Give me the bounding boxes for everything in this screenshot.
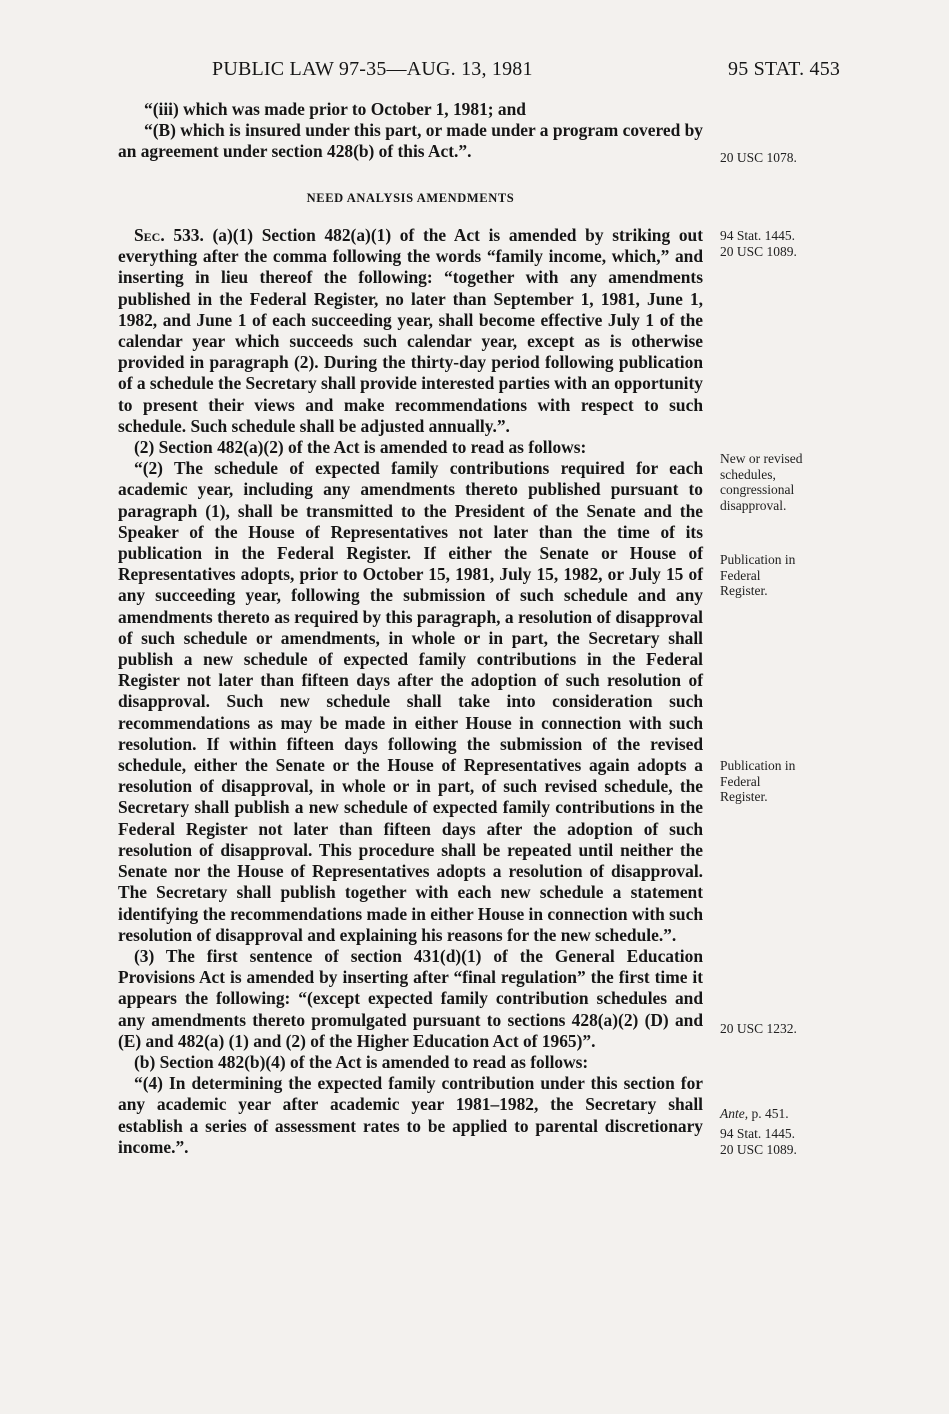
margin-note-publication-2: Publication in Federal Register. <box>720 758 796 804</box>
paragraph-2-intro: (2) Section 482(a)(2) of the Act is amended to read as follows: <box>134 437 587 458</box>
paragraph-b-body: “(4) In determining the expected family contribution under this section for any academic year after academic year 1981–1982, the Secretary shall establish a series of assessment rates to be applied to parental discretionary income.”. <box>118 1073 703 1157</box>
sec-text: 533. (a)(1) Section 482(a)(1) of the Act is amended by striking out everything after the comma following the words “family income, which,” and inserting in lieu thereof the following: “together with any amendments published in the Federal Register, no later than September 1, 1981, June 1, 1982, and June 1 of each succeeding year, shall become effective July 1 of the calendar year which succeeds such calendar year, except as is otherwise provided in paragraph (2). During the thirty-day period following publication of a schedule the Secretary shall provide interested parties with an opportunity to present their views and make recommendations with respect to such schedule. Such schedule shall be adjusted annually.”. <box>118 225 703 436</box>
section-533-body <box>118 225 703 1158</box>
margin-note-usc-1232: 20 USC 1232. <box>720 1021 797 1036</box>
ante-italic: Ante, <box>720 1106 749 1121</box>
running-header-title: PUBLIC LAW 97-35—AUG. 13, 1981 <box>212 58 533 80</box>
paragraph-2-body: “(2) The schedule of expected family contributions required for each academic year, including any amendments thereto published pursuant to paragraph (1), shall be transmitted to the President of the Senate and the Speaker of the House of Representatives not later than the time of its publication in the Federal Register. If either the Senate or House of Representatives adopts, prior to October 15, 1981, July 15, 1982, or July 15 of any succeeding year, following the submission of such schedule and any amendments thereto as required by this paragraph, a resolution of disapproval of such schedule or amendments, in whole or in part, the Secretary shall publish a new schedule of expected family contributions in the Federal Register not later than fifteen days after the adoption of such resolution of disapproval. Such new schedule shall take into consideration such recommendations as may be made in either House in connection with such resolution. If within fifteen days following the submission of the revised schedule, either the Senate or the House of Representatives again adopts a resolution of disapproval, in whole or in part, of such revised schedule, the Secretary shall publish a new schedule of expected family contributions in the Federal Register not later than fifteen days after the adoption of such resolution of disapproval. This procedure shall be repeated until neither the Senate nor the House of Representatives adopts a resolution of disapproval. The Secretary shall publish together with each new schedule a statement identifying the recommendations made in either House in connection with such resolution of disapproval and explaining his reasons for the new schedule.”. <box>118 458 703 945</box>
margin-note-ante: Ante, p. 451. <box>720 1106 789 1121</box>
running-header-page-ref: 95 STAT. 453 <box>728 58 841 80</box>
margin-note-publication-1: Publication in Federal Register. <box>720 552 796 598</box>
section-heading: NEED ANALYSIS AMENDMENTS <box>306 191 515 205</box>
paragraph-3: (3) The first sentence of section 431(d)(1) of the General Education Provisions Act is amended by inserting after “final regulation” the first time it appears the following: “(except expected family contribution schedules and any amendments thereto promulgated pursuant to sections 428(a)(2) (D) and (E) and 482(a) (1) and (2) of the Higher Education Act of 1965)”. <box>118 945 703 1051</box>
margin-note-stat-1445: 94 Stat. 1445. 20 USC 1089. <box>720 228 797 259</box>
margin-note-usc-1078: 20 USC 1078. <box>720 150 797 165</box>
clause-b: “(B) which is insured under this part, or made under a program covered by an agreement under section 428(b) of this Act.”. <box>118 120 703 162</box>
section-533-paragraph-a1 <box>118 225 703 437</box>
sec-label: Sec. <box>134 225 165 245</box>
top-text-block <box>118 99 703 163</box>
paragraph-b-intro: (b) Section 482(b)(4) of the Act is amended to read as follows: <box>134 1051 589 1072</box>
margin-note-stat-1445-b: 94 Stat. 1445. 20 USC 1089. <box>720 1126 797 1157</box>
margin-note-disapproval: New or revised schedules, congressional disapproval. <box>720 451 803 513</box>
clause-iii: “(iii) which was made prior to October 1, 1981; and <box>144 99 526 119</box>
